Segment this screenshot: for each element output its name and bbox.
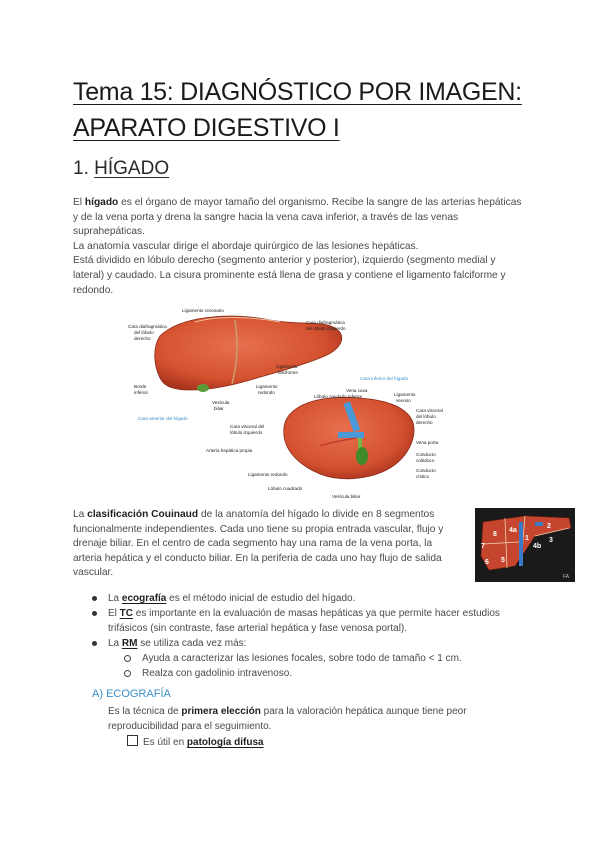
intro-text: es el órgano de mayor tamaño del organismo. Recibe la sangre de las arterias hepáticas y de la vena porta y drena la sangre hacia la vena cava inferior, a través de las venas suprahepáticas. xyxy=(73,197,522,238)
bullet-icon xyxy=(92,611,97,616)
segment-label: 6 xyxy=(485,559,489,566)
eco-text: Es la técnica de xyxy=(108,706,182,717)
section-number: 1. xyxy=(73,158,89,179)
caption: Cara inferior del hígado xyxy=(360,376,409,381)
label: Conducto xyxy=(416,452,436,457)
checklist-bold: patología difusa xyxy=(186,737,264,748)
label: Lóbulo caudado xyxy=(314,394,347,399)
label: lóbulo izquierdo xyxy=(230,430,263,435)
label: colédoco xyxy=(416,458,435,463)
label: biliar xyxy=(214,406,224,411)
list-text: La xyxy=(108,593,122,604)
intro-paragraph xyxy=(73,196,528,298)
page-title: Tema 15: DIAGNÓSTICO POR IMAGEN: APARATO DIGESTIVO I xyxy=(73,78,522,142)
sub-list-text: Ayuda a caracterizar las lesiones focales, sobre todo de tamaño < 1 cm. xyxy=(142,653,462,664)
label: Ligamento coronario xyxy=(182,308,224,313)
couinaud-text: de la anatomía del hígado lo divide en 8 segmentos funcionalmente independientes. Cada uno tiene su propia entrada vascular, flujo y drenaje biliar. En el centro de cada segmento hay una rama de la vena porta, la arteria hepática y el conducto biliar. En la periferia de cada uno hay flujo de salida vascular. xyxy=(73,509,444,579)
list-bold: RM xyxy=(121,638,138,649)
list-bold: ecografía xyxy=(121,593,167,604)
label: Cara diafragmática xyxy=(306,320,345,325)
label: del lóbulo xyxy=(134,330,154,335)
couinaud-text: La xyxy=(73,509,88,520)
label: Ligamento xyxy=(256,384,278,389)
list-text: es el método inicial de estudio del hígado. xyxy=(166,593,356,604)
checklist-text: Es útil en xyxy=(143,737,187,748)
subsection-title: ECOGRAFÍA xyxy=(106,688,171,700)
gallbladder-drawing xyxy=(356,447,368,465)
bullet-list xyxy=(90,591,530,681)
label: del lóbulo izquierdo xyxy=(306,326,346,331)
label: Conducto xyxy=(416,468,436,473)
label: Cara visceral xyxy=(416,408,443,413)
label: derecho xyxy=(134,336,151,341)
list-text: La xyxy=(108,638,122,649)
label: Ligamento xyxy=(276,364,298,369)
intro-bold: hígado xyxy=(84,197,119,208)
label: cístico xyxy=(416,474,430,479)
ecografia-paragraph xyxy=(108,704,488,734)
checklist-item xyxy=(127,735,264,750)
segment-label: 8 xyxy=(493,531,497,538)
label: falciforme xyxy=(278,370,298,375)
label: venoso xyxy=(396,398,411,403)
label: inferior xyxy=(348,394,363,399)
sub-list-item xyxy=(90,666,530,681)
segment-label: 1 xyxy=(525,535,529,542)
label: derecho xyxy=(416,420,433,425)
circle-bullet-icon xyxy=(124,670,131,677)
label: inferior xyxy=(134,390,149,395)
list-text: es importante en la evaluación de masas hepáticas ya que permite hacer estudios trifásicos (sin contraste, fase arterial hepática y fase venosa portal). xyxy=(108,608,500,634)
list-text: El xyxy=(108,608,120,619)
sub-list-item xyxy=(90,651,530,666)
label: redondo xyxy=(258,390,275,395)
label: Cara visceral del xyxy=(230,424,265,429)
eco-bold: primera elección xyxy=(181,706,261,717)
section-heading-higado xyxy=(73,158,169,180)
couinaud-bold: clasificación Couinaud xyxy=(87,509,199,520)
sub-list-text: Realza con gadolinio intravenoso. xyxy=(142,668,293,679)
segment-label: 3 xyxy=(549,537,553,544)
subsection-letter: A) xyxy=(92,688,103,700)
segment-label: 4a xyxy=(509,527,517,534)
gallbladder-drawing xyxy=(197,384,209,392)
label: Arteria hepática propia xyxy=(206,448,253,453)
intro-text: Está dividido en lóbulo derecho (segmento anterior y posterior), izquierdo (segmento medial y lateral) y caudado. La cisura prominente está llena de grasa y contiene el ligamento falciforme y redondo. xyxy=(73,255,506,296)
intro-text: El xyxy=(73,197,85,208)
intro-text: La anatomía vascular dirige el abordaje quirúrgico de las lesiones hepáticas. xyxy=(73,240,419,252)
caption: Cara anterior del hígado xyxy=(138,416,188,421)
checkbox-icon xyxy=(127,735,138,746)
list-item xyxy=(90,591,530,606)
couinaud-paragraph xyxy=(73,508,463,581)
list-item xyxy=(90,636,530,651)
segment-label: 5 xyxy=(501,557,505,564)
bullet-icon xyxy=(92,596,97,601)
list-text: se utiliza cada vez más: xyxy=(137,638,247,649)
liver-anatomy-figure xyxy=(120,306,460,502)
eco-text: para la valoración hepática aunque tiene peor reproducibilidad para el seguimiento. xyxy=(108,706,467,732)
segment-label: 2 xyxy=(547,523,551,530)
label: Vesícula xyxy=(212,400,230,405)
label: Ligamento xyxy=(394,392,416,397)
label: Borde xyxy=(134,384,147,389)
couinaud-segments-image xyxy=(475,508,575,582)
segment-label: 7 xyxy=(481,543,485,550)
label: Lóbulo cuadrado xyxy=(268,486,303,491)
label: Cara diafragmática xyxy=(128,324,167,329)
list-item xyxy=(90,606,530,636)
label: Vena cava xyxy=(346,388,368,393)
image-credit: FA xyxy=(563,574,570,580)
section-title: HÍGADO xyxy=(94,158,170,179)
label: Vesícula biliar xyxy=(332,494,361,499)
subsection-heading-ecografia xyxy=(92,688,171,700)
bullet-icon xyxy=(92,641,97,646)
label: Vena porta xyxy=(416,440,439,445)
label: Ligamento redondo xyxy=(248,472,288,477)
circle-bullet-icon xyxy=(124,655,131,662)
list-bold: TC xyxy=(119,608,134,619)
segment-label: 4b xyxy=(533,543,542,550)
label: del lóbulo xyxy=(416,414,436,419)
